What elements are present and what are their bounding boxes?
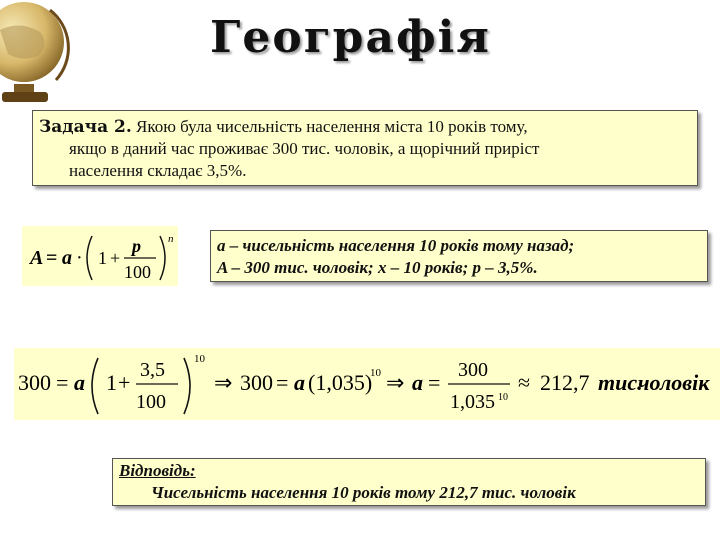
formula-exponent: n <box>168 233 174 245</box>
calc-s1-denominator: 100 <box>136 391 166 413</box>
calculation-box <box>14 348 720 420</box>
calc-result: 212,7 <box>540 370 590 395</box>
calc-s2-eq: = <box>276 370 289 395</box>
task-line-1-text: Якою була чисельність населення міста 10 років тому, <box>136 117 528 136</box>
calc-approx: ≈ <box>518 370 531 395</box>
calc-s3-numerator: 300 <box>458 359 488 381</box>
calc-arrow-1: ⇒ <box>214 370 233 395</box>
variables-text <box>217 235 574 279</box>
formula-numerator: p <box>132 236 141 256</box>
calc-s3-den-exponent: 10 <box>498 392 508 403</box>
formula-lhs: A <box>30 247 44 269</box>
formula-dot: · <box>76 247 83 269</box>
formula-eq: = <box>46 247 58 269</box>
answer-text: Чисельність населення 10 років тому 212,7 тис. чоловік <box>151 483 576 502</box>
calc-arrow-2: ⇒ <box>386 370 405 395</box>
calc-unit-2: чоловік <box>638 370 710 395</box>
calc-s3-eq: = <box>428 370 441 395</box>
calc-s1-lhs: 300 <box>18 370 51 395</box>
answer-panel <box>112 458 706 506</box>
variables-line-2: A – 300 тис. чоловік; x – 10 років; p – 3,5%. <box>217 258 538 277</box>
calc-s2-exponent: 10 <box>370 367 381 379</box>
calc-s3-a: a <box>412 370 423 395</box>
formula-left-paren <box>87 236 92 280</box>
answer-label: Відповідь: <box>119 461 196 480</box>
calc-unit: тис. <box>598 370 643 395</box>
formula-plus: + <box>110 248 121 268</box>
calc-s1-right-paren <box>184 358 190 414</box>
calc-s1-numerator: 3,5 <box>140 359 165 381</box>
calc-s1-exponent: 10 <box>194 353 205 365</box>
globe-icon <box>0 0 72 110</box>
calc-s1-a: a <box>74 370 85 395</box>
variables-line-1: a – чисельність населення 10 років тому назад; <box>217 236 575 255</box>
formula-denominator: 100 <box>124 262 151 282</box>
task-line-1 <box>39 116 691 138</box>
calc-s1-eq: = <box>56 370 69 395</box>
variables-panel <box>210 230 708 282</box>
calc-s2-base: (1,035) <box>308 370 373 395</box>
formula-one: 1 <box>98 248 107 268</box>
formula-box <box>22 226 178 286</box>
calc-s1-one: 1 <box>106 370 117 395</box>
calc-s2-a: a <box>294 370 305 395</box>
calculation-formula <box>14 348 720 420</box>
formula-a: a <box>62 247 72 269</box>
formula-right-paren <box>160 236 165 280</box>
task-line-3: населення складає 3,5%. <box>69 161 247 180</box>
calc-s1-left-paren <box>92 358 98 414</box>
task-line-2: якщо в даний час проживає 300 тис. чоловік, а щорічний приріст <box>69 139 540 158</box>
page-title: Географія <box>210 12 491 63</box>
task-heading: Задача 2. <box>39 117 132 137</box>
task-panel <box>32 110 698 186</box>
compound-formula <box>22 226 178 286</box>
calc-s2-lhs: 300 <box>240 370 273 395</box>
calc-s1-plus: + <box>118 370 131 395</box>
task-text <box>39 116 691 182</box>
calc-s3-denominator: 1,035 <box>450 391 495 413</box>
